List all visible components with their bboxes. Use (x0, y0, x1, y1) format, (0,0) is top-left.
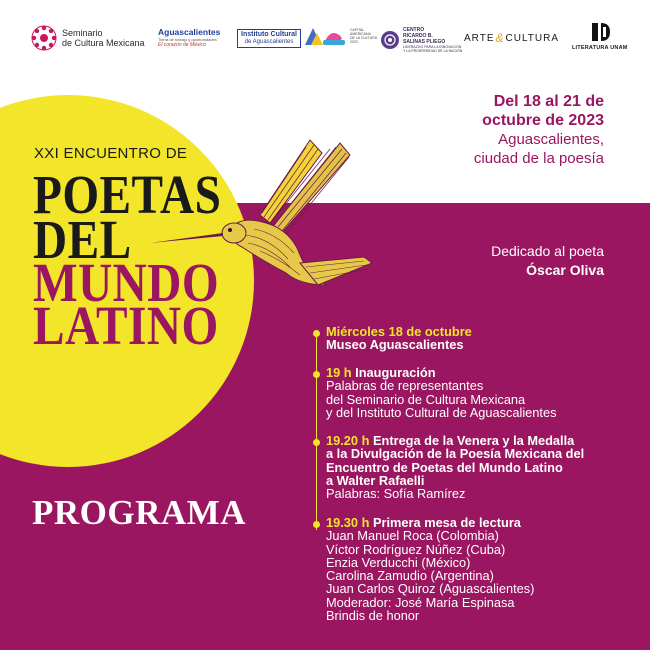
day-date: Miércoles 18 de octubre (326, 324, 472, 339)
item-title: Encuentro de Poetas del Mundo Latino (326, 459, 563, 475)
item-time: 19.20 h (326, 433, 370, 448)
item-detail: y del Instituto Cultural de Aguascalientes (326, 404, 557, 420)
seminario-logo (30, 24, 145, 52)
schedule-item-inauguracion (326, 366, 556, 419)
salinas-emblem-icon (380, 30, 400, 50)
aguascalientes-logo (158, 28, 220, 48)
timeline-dot (313, 371, 320, 378)
item-detail: del Seminario de Cultura Mexicana (326, 391, 526, 407)
literatura-unam-label: LITERATURA UNAM (572, 45, 628, 51)
capital-cultura-logo (303, 25, 377, 47)
reader-name: Carolina Zamudio (Argentina) (326, 568, 494, 584)
capital-line-4: 2023 (350, 40, 358, 44)
literatura-unam-emblem-icon (589, 21, 611, 43)
ica-line-1: Instituto Cultural (241, 31, 297, 38)
title-word-del: DEL (33, 209, 132, 270)
edition-kicker: XXI ENCUENTRO DE (34, 145, 188, 162)
cultura-word: CULTURA (505, 32, 559, 44)
event-dates-block (474, 92, 604, 168)
dedication-name: Óscar Oliva (526, 262, 604, 278)
item-title: Primera mesa de lectura (372, 515, 521, 530)
schedule-item-mesa-lectura (326, 516, 534, 622)
ags-slogan: El corazón de México (158, 42, 206, 48)
title-word-mundo: MUNDO (33, 252, 220, 313)
salinas-line-1: CENTRO (403, 27, 425, 33)
item-title: Inauguración (355, 365, 436, 380)
item-detail: Palabras: Sofía Ramírez (326, 486, 466, 502)
seminario-line-2: de Cultura Mexicana (62, 38, 145, 48)
ica-line-2: de Aguascalientes (244, 39, 294, 45)
reader-name: Juan Carlos Quiroz (Aguascalientes) (326, 581, 535, 597)
salinas-line-5: Y LA PROSPERIDAD DE LA NACIÓN (403, 49, 463, 53)
salinas-line-2: RICARDO B. (403, 33, 433, 39)
instituto-cultural-logo (237, 29, 301, 48)
timeline-dot (313, 521, 320, 528)
literatura-unam-logo (572, 21, 628, 51)
timeline-line (316, 330, 317, 530)
capital-cultura-emblem-icon (303, 25, 347, 47)
date-line-2: octubre de 2023 (482, 112, 604, 129)
arte-word: ARTE (464, 32, 495, 44)
dedication-intro: Dedicado al poeta (491, 243, 604, 259)
title-word-latino: LATINO (33, 295, 219, 356)
dedication-block (491, 242, 604, 280)
item-title: a Walter Rafaelli (326, 472, 425, 488)
closing-toast: Brindis de honor (326, 608, 420, 624)
arte-cultura-logo (464, 31, 559, 45)
capital-line-1: CAPITAL (350, 28, 365, 32)
timeline-dot (313, 439, 320, 446)
place-line-1: Aguascalientes, (498, 131, 604, 148)
day-venue: Museo Aguascalientes (326, 337, 464, 353)
timeline-dot (313, 330, 320, 337)
salinas-pliego-logo (380, 27, 462, 53)
ags-tagline: Tierra de trabajo y oportunidades (158, 37, 217, 42)
salinas-line-3: SALINAS PLIEGO (403, 39, 446, 45)
seminario-line-1: Seminario (62, 28, 103, 38)
schedule-day (326, 325, 472, 352)
reader-name: Víctor Rodríguez Núñez (Cuba) (326, 541, 506, 557)
place-line-2: ciudad de la poesía (473, 150, 604, 167)
item-title: Entrega de la Venera y la Medalla (372, 433, 575, 448)
reader-name: Juan Manuel Roca (Colombia) (326, 528, 499, 544)
salinas-line-4: LIDERAZGO PARA LA INNOVACIÓN (403, 45, 462, 49)
reader-name: Enzia Verducchi (México) (326, 554, 471, 570)
moderator: Moderador: José María Espinasa (326, 594, 515, 610)
hummingbird-icon (150, 135, 380, 305)
schedule-item-entrega (326, 434, 584, 500)
date-line-1: Del 18 al 21 de (493, 93, 604, 110)
item-title: a la Divulgación de la Poesía Mexicana del (326, 446, 585, 462)
capital-line-3: DE LA CULTURA (350, 36, 378, 40)
item-time: 19 h (326, 365, 352, 380)
program-heading: PROGRAMA (32, 493, 246, 532)
item-time: 19.30 h (326, 515, 370, 530)
capital-line-2: AMERICANA (350, 32, 371, 36)
item-detail: Palabras de representantes (326, 378, 484, 394)
title-word-poetas: POETAS (33, 164, 222, 225)
ags-name: Aguascalientes (158, 27, 221, 37)
ampersand: & (495, 31, 505, 45)
seminario-emblem-icon (30, 24, 58, 52)
